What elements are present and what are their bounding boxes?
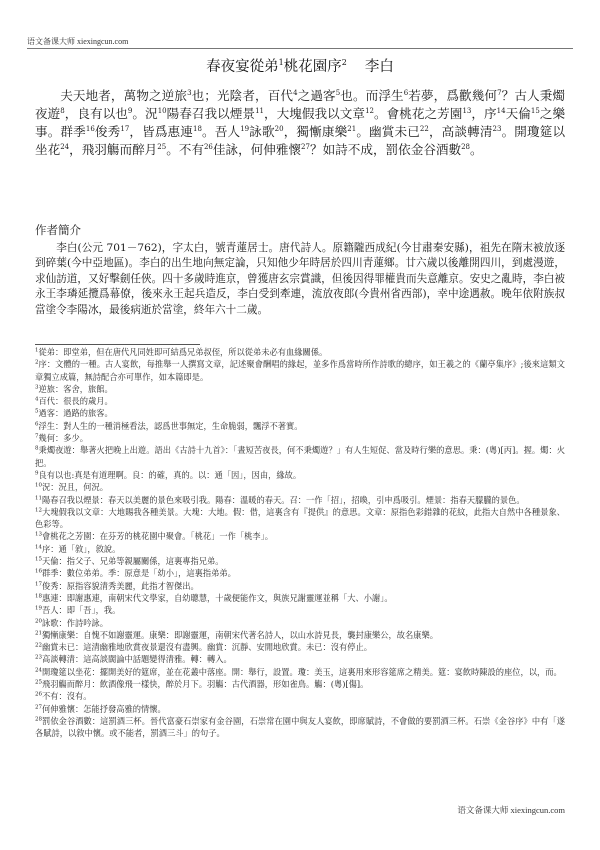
footnote xyxy=(35,506,565,531)
footnote xyxy=(35,494,565,506)
text-segment: ，獨慚康樂 xyxy=(283,124,348,139)
footnote-number: 1 xyxy=(35,347,39,354)
text-segment: 佳詠，何伸雅懷 xyxy=(212,142,302,157)
note-ref[interactable]: 15 xyxy=(530,106,540,115)
note-ref[interactable]: 4 xyxy=(293,88,298,97)
footnote-text: 何伸雅懷：怎能抒發高雅的情懷。 xyxy=(42,703,166,714)
footnote xyxy=(35,604,565,616)
footnote xyxy=(35,678,565,690)
note-ref[interactable]: 27 xyxy=(301,142,310,151)
footnote xyxy=(35,383,565,395)
footnote-text: 惠連：即謝惠連，南朝宋代文學家，自幼聰慧，十歲便能作文，與族兄謝靈運並稱「大、小謝」。 xyxy=(42,592,393,603)
text-segment: 之樂事。群季 xyxy=(35,106,566,139)
bio-heading: 作者簡介 xyxy=(35,223,81,237)
note-ref[interactable]: 9 xyxy=(127,106,133,115)
footnote-text: 群季：數位弟弟。季：原意是「幼小」，這裏指弟弟。 xyxy=(42,568,236,579)
footnote xyxy=(35,469,565,481)
footnote xyxy=(35,592,565,604)
footnote-number: 23 xyxy=(35,654,42,661)
note-ref[interactable]: 3 xyxy=(187,88,192,97)
footnote-number: 21 xyxy=(35,630,42,637)
footnote-number: 17 xyxy=(35,580,42,587)
footnote-number: 5 xyxy=(35,408,39,415)
title-text-part1: 春夜宴從弟 xyxy=(206,59,279,75)
note-ref[interactable]: 7 xyxy=(497,88,502,97)
title-note-ref-2[interactable]: 2 xyxy=(341,58,347,68)
note-ref[interactable]: 8 xyxy=(60,106,65,115)
footnote-text: 逆旅：客舍，旅館。 xyxy=(38,383,113,394)
footnote-text: 從弟：即堂弟，但在唐代凡同姓即可結爲兄弟叔侄，所以從弟未必有血緣關係。 xyxy=(38,347,328,357)
footnotes xyxy=(35,346,565,740)
footnote xyxy=(35,617,565,629)
text-segment: 。會桃花之芳園 xyxy=(373,106,463,121)
text-segment: 。不有 xyxy=(166,142,204,157)
footnote-text: 獨慚康樂：自愧不如謝靈運。康樂：即謝靈運，南朝宋代著名詩人，以山水詩見長，襲封康樂公，故名康樂。 xyxy=(42,629,438,640)
note-ref[interactable]: 20 xyxy=(274,124,284,133)
title-note-ref-1[interactable]: 1 xyxy=(278,58,284,68)
footnote-text: 天倫：指父子、兄弟等親屬關係，這裏專指兄弟。 xyxy=(42,556,224,567)
footnote-text: 會桃花之芳園：在芬芳的桃花園中聚會。「桃花」一作「桃李」。 xyxy=(42,531,273,542)
author-bio: 李白(公元 701－762)，字太白，號青蓮居士。唐代詩人。原籍隴西成紀(今甘肅秦安縣)，祖先在隋末被放逐到碎葉(今中亞地區)。李白的出生地向無定論，只知他少年時居於四川青蓮鄉。廿六歲以後離開四川，到處漫遊，求仙訪道，又好擊劍任俠。四十多歲時進京，曾獲唐玄宗賞識，但後因得罪權貴而失意離京。安史之亂時，李白被永王李璘延攬爲幕僚，後來永王起兵造反，李白受到牽連，流放夜郎(今貴州省西部)，幸中途遇赦。晚年依附族叔當塗令李陽冰，最後病逝於當塗，終年六十二歲。 xyxy=(35,242,565,316)
footnote-number: 2 xyxy=(35,359,39,366)
text-segment: 。吾人 xyxy=(201,124,241,139)
footnote-number: 11 xyxy=(35,494,42,501)
footnote-text: 浮生：對人生的一種消極看法，認爲世事無定，生命脆弱，飄浮不著實。 xyxy=(38,420,303,431)
footnote xyxy=(35,481,565,493)
footnote-text: 大塊假我以文章：大地賜我各種美景。大塊：大地。假：借，這裏含有『提供』的意思。文章：原指色彩錯雜的花紋，此指大自然中各種景象、色彩等。 xyxy=(35,506,565,530)
note-ref[interactable]: 12 xyxy=(365,106,374,115)
footnote-number: 3 xyxy=(35,384,39,391)
footnote-number: 19 xyxy=(35,605,42,612)
text-segment: ，皆爲惠連 xyxy=(129,124,193,139)
footnote xyxy=(35,555,565,567)
footnote xyxy=(35,666,565,678)
footnote-number: 13 xyxy=(35,531,42,538)
footnote xyxy=(35,395,565,407)
text-segment: ，高談轉清 xyxy=(428,124,493,139)
text-segment: 若夢，爲歡幾何 xyxy=(408,88,498,103)
footnote-number: 14 xyxy=(35,544,42,550)
text-segment: 夫天地者，萬物之逆旅 xyxy=(60,88,188,103)
note-ref[interactable]: 24 xyxy=(60,142,70,151)
footnote-number: 9 xyxy=(35,470,39,477)
footnote-text: 飛羽觴而醉月：飲酒像飛一樣快，醉於月下。羽觴：古代酒器，形如雀鳥。觴：(粵)[傷]。 xyxy=(42,679,369,690)
text-segment: ？如詩不成，罰依金谷酒數 xyxy=(309,142,462,157)
note-ref[interactable]: 17 xyxy=(120,124,130,133)
footnote-text: 陽春召我以煙景：春天以美麗的景色來吸引我。陽春：溫暖的春天。召：一作「招」，招喚，引申爲吸引。煙景：指春天朦朧的景色。 xyxy=(42,494,525,505)
footnote xyxy=(35,346,565,358)
footnote xyxy=(35,444,565,469)
footnote-number: 8 xyxy=(35,445,39,452)
note-ref[interactable]: 11 xyxy=(255,106,264,115)
footnote-divider xyxy=(35,344,200,345)
main-text xyxy=(35,87,565,159)
text-segment: ，大塊假我以文章 xyxy=(263,106,366,121)
text-segment: ？古人秉燭夜遊 xyxy=(35,88,566,121)
footnote xyxy=(35,543,565,555)
footnote-text: 良有以也:真是有道理啊。良：的確，真的。以：通「因」，因由，緣故。 xyxy=(38,469,302,480)
page-footer-site: 语文备课大师 xiexingcun.com xyxy=(457,805,565,815)
page-header-site: 语文备课大师 xiexingcun.com xyxy=(27,37,129,46)
footnote-text: 百代：很長的歲月。 xyxy=(38,396,113,407)
text-segment: 天倫 xyxy=(505,106,531,121)
footnote-number: 25 xyxy=(35,679,42,686)
footnote-text: 秉燭夜遊：舉著火把晚上出遊。語出《古詩十九首》：「晝短苦夜長，何不秉燭遊？」有人生短促、當及時行樂的意思。秉：(粵)[丙]。握。燭：火把。 xyxy=(35,445,565,468)
text-segment: 。幽賞未已 xyxy=(356,124,420,139)
footnote-number: 7 xyxy=(35,433,39,440)
footnote xyxy=(35,715,565,740)
text-segment: ，良有以也 xyxy=(64,106,128,121)
note-ref[interactable]: 26 xyxy=(203,142,213,151)
text-segment: 陽春召我以煙景 xyxy=(166,106,256,121)
text-segment: 。開瓊筵以坐花 xyxy=(35,124,566,157)
footnote xyxy=(35,432,565,444)
note-ref[interactable]: 28 xyxy=(461,142,471,151)
note-ref[interactable]: 10 xyxy=(157,106,167,115)
footnote xyxy=(35,653,565,665)
note-ref[interactable]: 22 xyxy=(419,124,429,133)
note-ref[interactable]: 18 xyxy=(192,124,202,133)
footnote-number: 27 xyxy=(35,703,42,710)
footnote xyxy=(35,641,565,653)
note-ref[interactable]: 14 xyxy=(496,106,506,115)
footnote-number: 6 xyxy=(35,421,39,428)
note-ref[interactable]: 6 xyxy=(403,88,409,97)
footnote-number: 12 xyxy=(35,507,42,514)
footnote-text: 詠歌：作詩吟詠。 xyxy=(42,617,108,628)
note-ref[interactable]: 21 xyxy=(347,124,357,133)
footnote-text: 俊秀：原指容貌清秀美麗，此指才智傑出。 xyxy=(42,580,199,591)
footnote-text: 幾何：多少。 xyxy=(38,433,88,444)
footnote xyxy=(35,420,565,432)
title-text-part2: 桃花園序 xyxy=(283,59,342,75)
footnote-text: 過客：過路的旅客。 xyxy=(38,408,113,419)
footnote-number: 4 xyxy=(35,396,39,403)
note-ref[interactable]: 19 xyxy=(240,124,250,133)
footnote-number: 10 xyxy=(35,482,42,489)
footnote xyxy=(35,629,565,641)
footnote xyxy=(35,580,565,592)
text-segment: 俊秀 xyxy=(94,124,121,139)
footnote-text: 開瓊筵以坐花：擺開美好的筵席，並在花叢中落座。開：舉行，設置。瓊：美玉，這裏用來形容筵席之精美。筵：宴飲時陳設的座位，以，而。 xyxy=(42,666,562,677)
text-segment: 。 xyxy=(470,142,483,157)
footnote-number: 18 xyxy=(35,593,42,600)
footnote-text: 不有：沒有。 xyxy=(42,691,92,702)
note-ref[interactable]: 16 xyxy=(85,124,95,133)
footnote xyxy=(35,703,565,715)
text-segment: 也；光陰者，百代 xyxy=(191,88,294,103)
footnote xyxy=(35,530,565,542)
title-author: 李白 xyxy=(364,59,394,75)
note-ref[interactable]: 23 xyxy=(492,124,502,133)
footnote xyxy=(35,358,565,383)
footnote xyxy=(35,407,565,419)
text-segment: ，序 xyxy=(471,106,497,121)
text-segment: 之過客 xyxy=(297,88,336,103)
text-segment: 也。而浮生 xyxy=(340,88,404,103)
footnote-number: 15 xyxy=(35,556,42,563)
footnote xyxy=(35,567,565,579)
footnote-number: 16 xyxy=(35,568,42,575)
text-segment: ，飛羽觴而醉月 xyxy=(69,142,158,157)
footnote-text: 幽賞未已：這清幽雅地欣賞夜景還沒有盡興。幽賞：沉靜、安閒地欣賞。未已：沒有停止。 xyxy=(42,642,372,653)
note-ref[interactable]: 13 xyxy=(462,106,472,115)
footnote-text: 況：況且，何況。 xyxy=(42,482,108,493)
footnote-number: 24 xyxy=(35,666,42,673)
text-segment: 詠歌 xyxy=(249,124,275,139)
footnote-text: 序：通「敘」，敘說。 xyxy=(42,543,121,554)
footnote xyxy=(35,690,565,702)
note-ref[interactable]: 25 xyxy=(157,142,167,151)
page-title xyxy=(0,55,600,76)
note-ref[interactable]: 5 xyxy=(335,88,341,97)
footnote-text: 高談轉清：這高談闊論中話題變得清雅。轉：轉入。 xyxy=(42,654,232,665)
header-divider xyxy=(27,48,573,49)
footnote-text: 序：文體的一種。古人宴飲，每推舉一人撰寫文章，記述聚會酬唱的緣起，並多作爲當時所作詩歌的總序，如王羲之的《蘭亭集序》;後來這類文章獨立成篇，無詩配合亦可單作，如本篇即是。 xyxy=(35,359,565,382)
text-segment: 。況 xyxy=(132,106,158,121)
footnote-number: 22 xyxy=(35,642,42,649)
footnote-text: 吾人：即「吾」，我。 xyxy=(42,605,121,616)
footnote-number: 20 xyxy=(35,617,42,624)
footnote-number: 28 xyxy=(35,716,42,723)
footnote-text: 罰依金谷酒數：這罰酒三杯。晉代富豪石崇家有金谷園，石崇常在園中與友人宴飲，即席賦詩，不會做的要罰酒三杯。石崇《金谷序》中有「遂各賦詩，以敘中懷。或不能者，罰酒三斗」的句子。 xyxy=(35,715,565,739)
footnote-number: 26 xyxy=(35,691,42,698)
